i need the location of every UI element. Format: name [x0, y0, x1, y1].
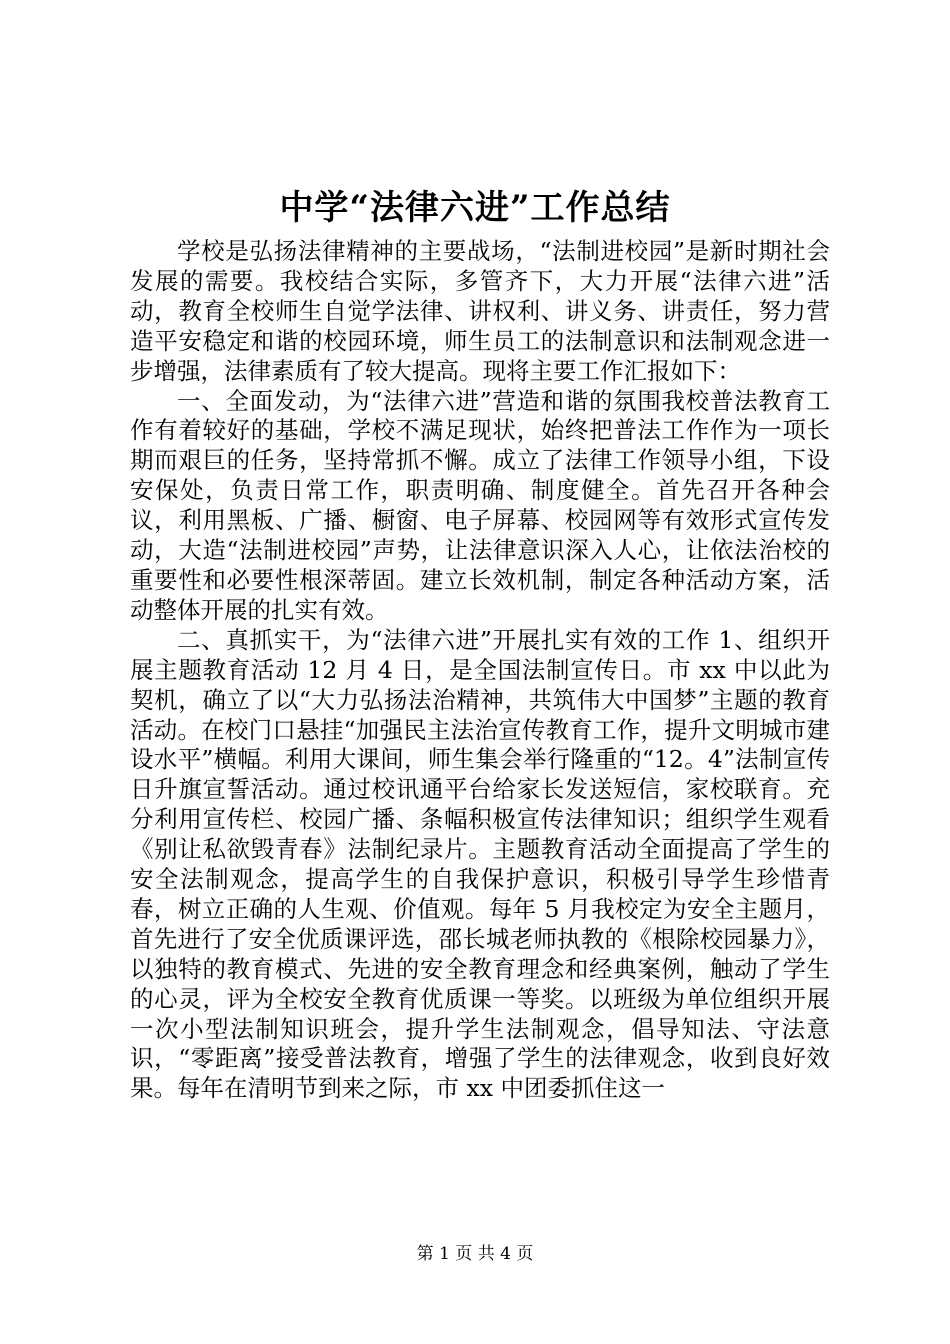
- document-title: 中学“法律六进”工作总结: [279, 188, 671, 228]
- body-paragraph-section-1: 一、全面发动，为“法律六进”营造和谐的氛围我校普法教育工作有着较好的基础，学校不满足现状，始终把普法工作作为一项长期而艰巨的任务，坚持常抓不懈。成立了法律工作领导小组，下设安保处，负责日常工作，职责明确、制度健全。首先召开各种会议，利用黑板、广播、橱窗、电子屏幕、校园网等有效形式宣传发动，大造“法制进校园”声势，让法律意识深入人心，让依法治校的重要性和必要性根深蒂固。建立长效机制，制定各种活动方案，活动整体开展的扎实有效。: [130, 386, 830, 624]
- page-number-footer: 第 1 页 共 4 页: [416, 1244, 534, 1264]
- body-paragraph-intro: 学校是弘扬法律精神的主要战场，“法制进校园”是新时期社会发展的需要。我校结合实际，多管齐下，大力开展“法律六进”活动，教育全校师生自觉学法律、讲权利、讲义务、讲责任，努力营造平安稳定和谐的校园环境，师生员工的法制意识和法制观念进一步增强，法律素质有了较大提高。现将主要工作汇报如下：: [130, 237, 830, 385]
- body-paragraph-section-2: 二、真抓实干，为“法律六进”开展扎实有效的工作 1、组织开展主题教育活动 12 月 4 日，是全国法制宣传日。市 xx 中以此为契机，确立了以“大力弘扬法治精神，共筑伟大中国梦”主题的教育活动。在校门口悬挂“加强民主法治宣传教育工作，提升文明城市建设水平”横幅。利用大课间，师生集会举行隆重的“12。4”法制宣传日升旗宣誓活动。通过校讯通平台给家长发送短信，家校联育。充分利用宣传栏、校园广播、条幅积极宣传法律知识；组织学生观看《别让私欲毁青春》法制纪录片。主题教育活动全面提高了学生的安全法制观念，提高学生的自我保护意识，积极引导学生珍惜青春，树立正确的人生观、价值观。每年 5 月我校定为安全主题月，首先进行了安全优质课评选，邵长城老师执教的《根除校园暴力》，以独特的教育模式、先进的安全教育理念和经典案例，触动了学生的心灵，评为全校安全教育优质课一等奖。以班级为单位组织开展一次小型法制知识班会，提升学生法制观念，倡导知法、守法意识，“零距离”接受普法教育，增强了学生的法律观念，收到良好效果。每年在清明节到来之际，市 xx 中团委抓住这一: [130, 625, 830, 1103]
- document-body: [130, 237, 830, 1104]
